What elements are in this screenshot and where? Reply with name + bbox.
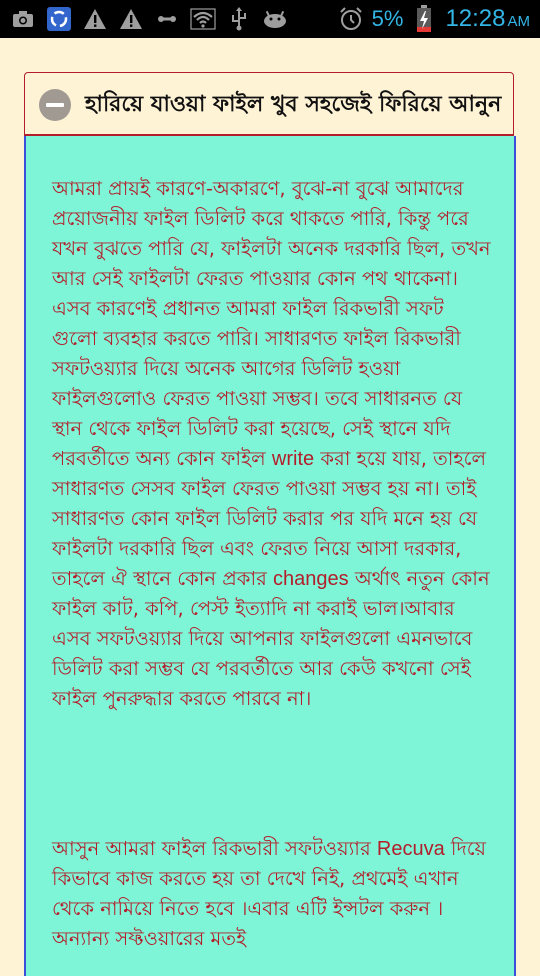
text-run: আসুন আমরা ফাইল রিকভারী সফটওয়্যার [52,837,377,860]
screenshot-icon [10,6,36,32]
battery-charging-icon [411,6,437,32]
collapse-icon[interactable] [39,89,71,121]
text-run: দিয়ে কিভাবে কাজ করতে হয় তা দেখে নিই, প্রথমেই এখান থেকে নামিয়ে নিতে হবে ।এবার এটি ইন্সটল করুন । অন্যান্য সফ্টওয়ারের মতই [52,837,487,950]
battery-percent: 5% [371,6,404,31]
text-run-english: changes [273,568,349,590]
recycle-app-icon [46,6,72,32]
warning-icon [118,6,144,32]
nfc-icon [154,6,180,32]
card-title: হারিয়ে যাওয়া ফাইল খুব সহজেই ফিরিয়ে আনুন [85,92,502,117]
minus-icon [46,103,64,107]
clock [445,5,530,33]
status-bar [0,0,540,38]
alarm-icon [338,6,364,32]
collapsible-card-header[interactable] [24,72,514,136]
article-paragraph [52,174,492,714]
text-run: করা হয়ে যায়, তাহলে সাধারণত সেসব ফাইল ফেরত পাওয়া সম্ভব হয় না। তাই সাধারণত কোন ফাইল ডিলিট করার পর যদি মনে হয় যে ফাইলটা দরকারি ছিল এবং ফেরত নিয়ে আসা দরকার, তাহলে ঐ স্থানে কোন প্রকার [52,447,486,590]
article-paragraph [52,834,492,954]
clock-time: 12:28 [445,5,506,32]
text-run-english: write [271,448,315,470]
wifi-icon [190,6,216,32]
text-run: আমরা প্রায়ই কারণে-অকারণে, বুঝে-না বুঝে আমাদের প্রয়োজনীয় ফাইল ডিলিট করে থাকতে পারি, কিন্তু পরে যখন বুঝতে পারি যে, ফাইলটা অনেক দরকারি ছিল, তখন আর সেই ফাইলটা ফেরত পাওয়ার কোন পথ থাকেনা। এসব কারণেই প্রধানত আমরা ফাইল রিকভারী সফট গুলো ব্যবহার করতে পারি। সাধারণত ফাইল রিকভারী সফটওয়্যার দিয়ে অনেক আগের ডিলিট হওয়া ফাইলগুলোও ফেরত পাওয়া সম্ভব। তবে সাধারনত যে স্থান থেকে ফাইল ডিলিট করা হয়েছে, সেই স্থানে যদি পরবর্তীতে অন্য কোন ফাইল [52,177,491,470]
clock-ampm: AM [507,13,530,30]
text-run-english: Recuva [376,838,445,860]
android-debug-icon [262,6,288,32]
system-indicators [338,4,530,34]
usb-icon [226,6,252,32]
card-content [24,136,516,976]
text-run: অর্থাৎ নতুন কোন ফাইল কাট, কপি, পেস্ট ইত্যাদি না করাই ভাল।আবার এসব সফটওয়্যার দিয়ে আপনার ফাইলগুলো এমনভাবে ডিলিট করা সম্ভব যে পরবর্তীতে আর কেউ কখনো সেই ফাইল পুনরুদ্ধার করতে পারবে না। [52,567,490,710]
notification-icons [10,6,288,32]
warning-icon [82,6,108,32]
